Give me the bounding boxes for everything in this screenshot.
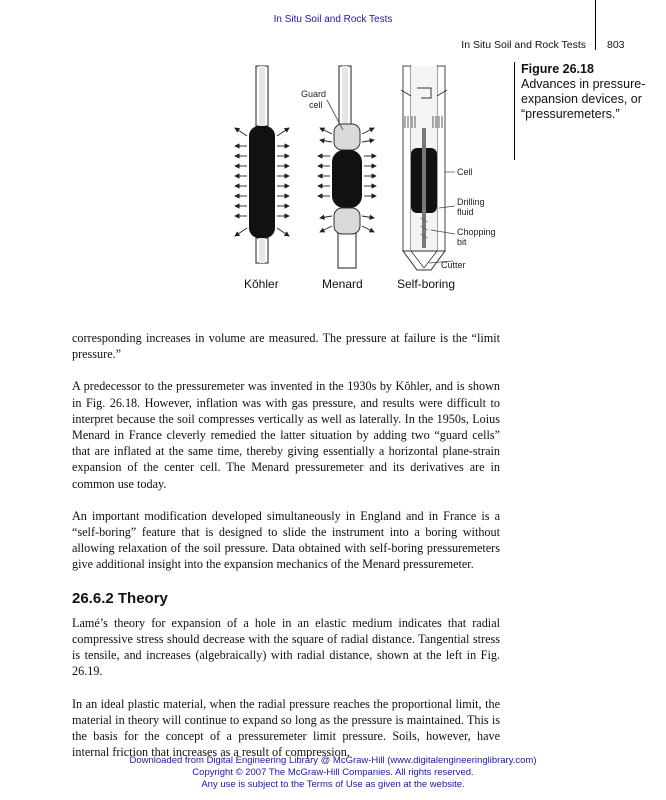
- footer-download-line[interactable]: Downloaded from Digital Engineering Library @ McGraw-Hill (www.digitalengineeringlibrary.com): [129, 755, 537, 766]
- annotation-cell: Cell: [457, 167, 473, 177]
- paragraph: corresponding increases in volume are measured. The pressure at failure is the “limit pressure.”: [72, 331, 500, 362]
- figure-label: Figure 26.18: [521, 62, 594, 76]
- figure-caption-text: Advances in pressure-expansion devices, or “pressuremeters.”: [521, 77, 646, 121]
- figure-caption: [521, 62, 661, 122]
- annotation-chopping: Chopping: [457, 227, 496, 237]
- annotation-cell-word: cell: [309, 100, 323, 110]
- annotation-fluid: fluid: [457, 207, 474, 217]
- device-label-self-boring: Self-boring: [397, 277, 456, 291]
- section-heading: 26.6.2 Theory: [72, 589, 168, 607]
- paragraph: In an ideal plastic material, when the radial pressure reaches the proportional limit, the material in theory will continue to expand so long as the pressure is maintained. This is the basis for the concept of a pressuremeter limit pressure. Soils, however, have internal friction that increases as a result of compression,: [72, 696, 500, 760]
- annotation-drilling: Drilling: [457, 197, 485, 207]
- header-divider: [595, 0, 596, 50]
- annotation-guard: Guard: [301, 89, 327, 99]
- running-head: In Situ Soil and Rock Tests: [461, 39, 586, 51]
- page-footer: [0, 755, 666, 791]
- page-number: 803: [607, 39, 625, 51]
- caption-divider: [514, 62, 515, 160]
- paragraph: An important modification developed simultaneously in England and in France is a “self-boring” feature that is designed to slide the instrument into a boring without allowing relaxation of the soil pressure. Data obtained with self-boring pressuremeters give additional insight into the expansion mechanics of the Menard pressuremeter.: [72, 508, 500, 572]
- pressuremeter-figure: [215, 58, 515, 298]
- top-banner: In Situ Soil and Rock Tests: [273, 14, 393, 25]
- device-label-menard: Menard: [322, 277, 363, 291]
- annotation-cutter: Cutter: [441, 260, 466, 270]
- footer-terms-line[interactable]: Any use is subject to the Terms of Use as given at the website.: [201, 779, 465, 790]
- footer-copyright-line: Copyright © 2007 The McGraw-Hill Companies. All rights reserved.: [192, 767, 474, 778]
- paragraph: Lamé’s theory for expansion of a hole in an elastic medium indicates that radial compressive stress should decrease with the square of radial distance. Tangential stress is tensile, and increases (algebraically) with radial distance, shown at the left in Fig. 26.19.: [72, 615, 500, 679]
- paragraph: A predecessor to the pressuremeter was invented in the 1930s by Kŏhler, and is shown in Fig. 26.18. However, inflation was with gas pressure, and results were difficult to interpret because the soil compresses vertically as well as laterally. In the 1950s, Loius Menard in France cleverly remedied the latter situation by adding two “guard cells” that are inflated at the same time, thereby giving essentially a horizontal plane-strain expansion of the center cell. The Menard pressuremeter and its derivatives are in common use today.: [72, 379, 500, 491]
- self-boring-device: [401, 66, 455, 270]
- menard-device: [318, 66, 376, 268]
- body-text: [72, 330, 500, 760]
- annotation-bit: bit: [457, 237, 467, 247]
- device-label-kohler: Kŏhler: [244, 277, 279, 291]
- kohler-device: [235, 66, 289, 263]
